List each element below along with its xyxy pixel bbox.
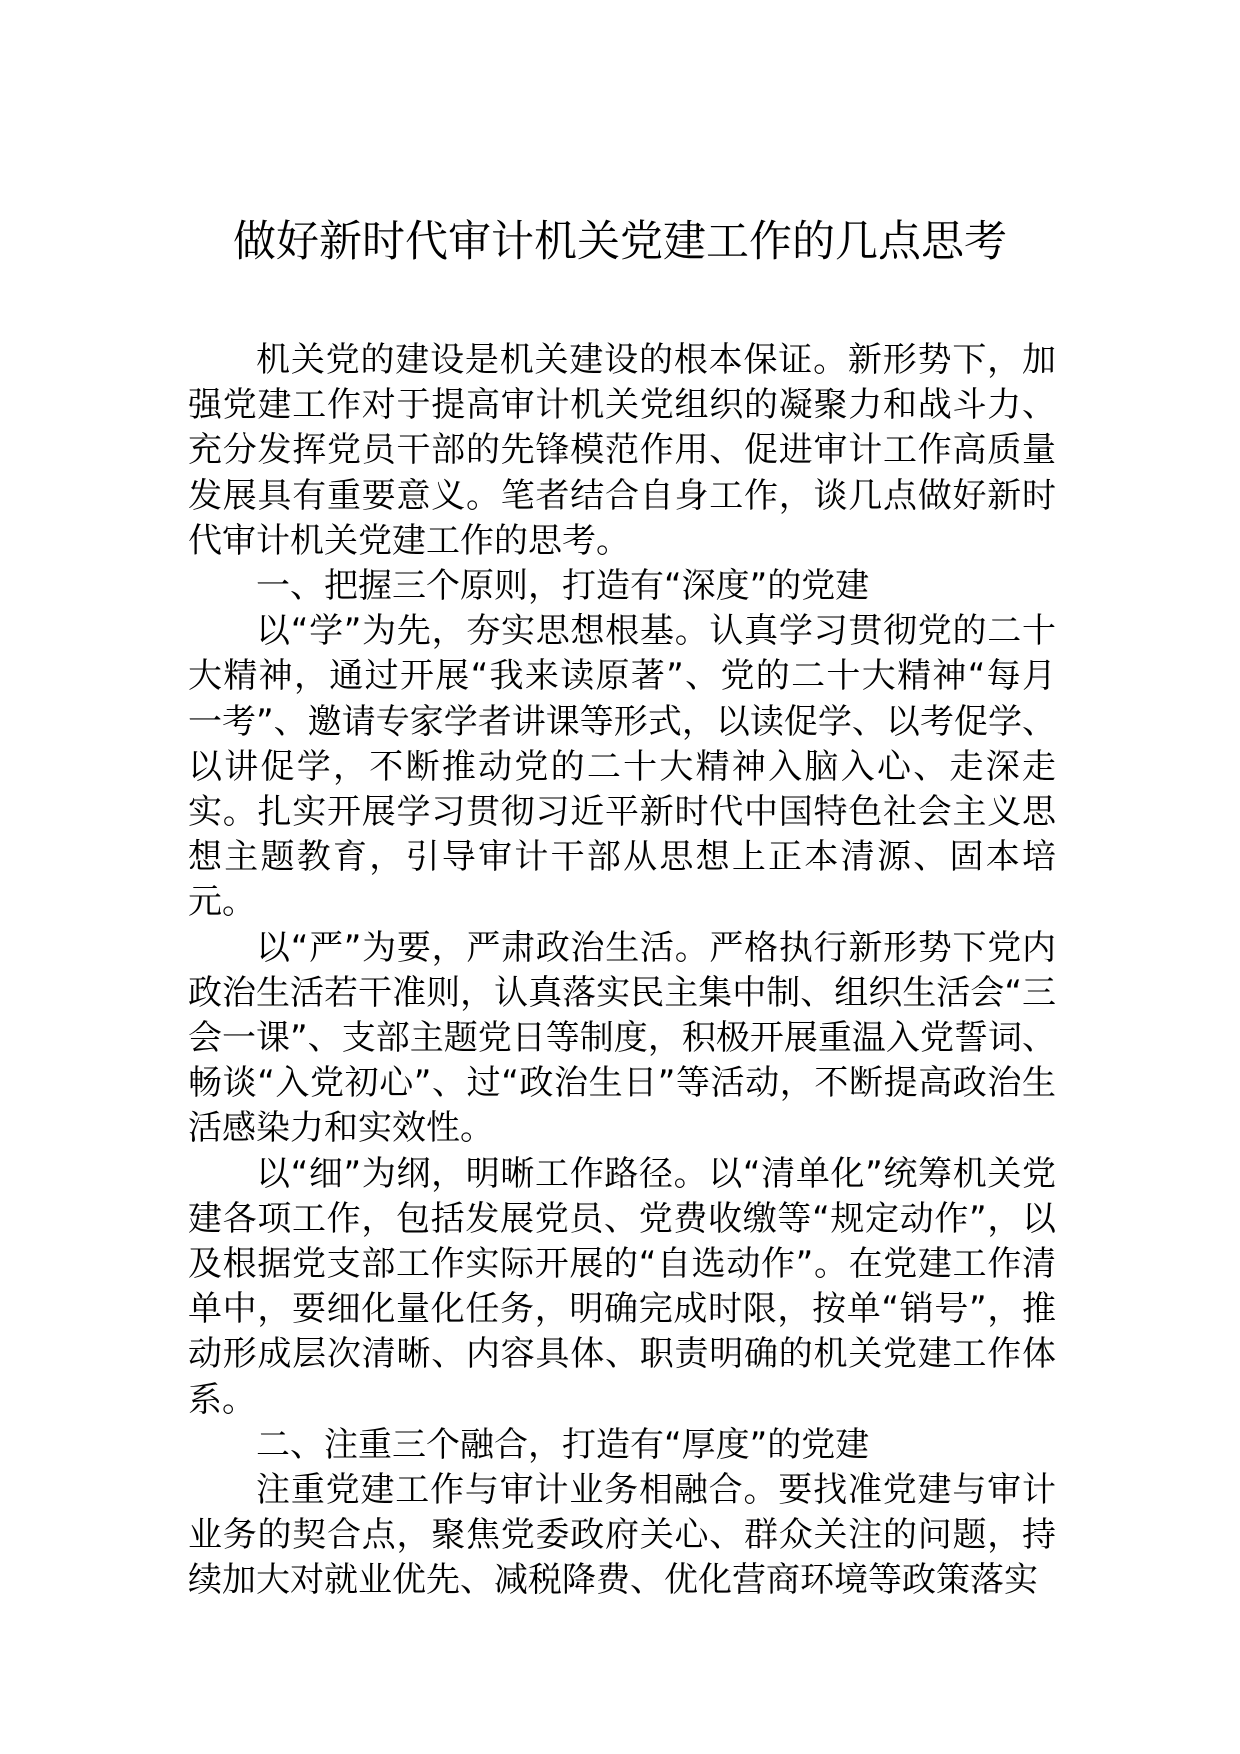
section-heading-1: 一、把握三个原则，打造有“深度”的党建 — [256, 566, 870, 607]
document-title: 做好新时代审计机关党建工作的几点思考 — [233, 217, 1007, 267]
intro-paragraph: 机关党的建设是机关建设的根本保证。新形势下，加强党建工作对于提高审计机关党组织的凝聚力和战斗力、充分发挥党员干部的先锋模范作用、促进审计工作高质量发展具有重要意义。笔者结合自身工作，谈几点做好新时代审计机关党建工作的思考。 — [188, 340, 1056, 561]
paragraph-integration: 注重党建工作与审计业务相融合。要找准党建与审计业务的契合点，聚焦党委政府关心、群众关注的问题，持续加大对就业优先、减税降费、优化营商环境等政策落实 — [188, 1470, 1056, 1601]
paragraph-study: 以“学”为先，夯实思想根基。认真学习贯彻党的二十大精神，通过开展“我来读原著”、党的二十大精神“每月一考”、邀请专家学者讲课等形式，以读促学、以考促学、以讲促学，不断推动党的二十大精神入脑入心、走深走实。扎实开展学习贯彻习近平新时代中国特色社会主义思想主题教育，引导审计干部从思想上正本清源、固本培元。 — [188, 611, 1056, 923]
document-body — [188, 338, 1056, 1604]
paragraph-detail: 以“细”为纲，明晰工作路径。以“清单化”统筹机关党建各项工作，包括发展党员、党费收缴等“规定动作”，以及根据党支部工作实际开展的“自选动作”。在党建工作清单中，要细化量化任务，明确完成时限，按单“销号”，推动形成层次清晰、内容具体、职责明确的机关党建工作体系。 — [188, 1153, 1056, 1420]
paragraph-strict: 以“严”为要，严肃政治生活。严格执行新形势下党内政治生活若干准则，认真落实民主集中制、组织生活会“三会一课”、支部主题党日等制度，积极开展重温入党誓词、畅谈“入党初心”、过“政治生日”等活动，不断提高政治生活感染力和实效性。 — [188, 927, 1056, 1149]
section-heading-2: 二、注重三个融合，打造有“厚度”的党建 — [256, 1424, 870, 1465]
